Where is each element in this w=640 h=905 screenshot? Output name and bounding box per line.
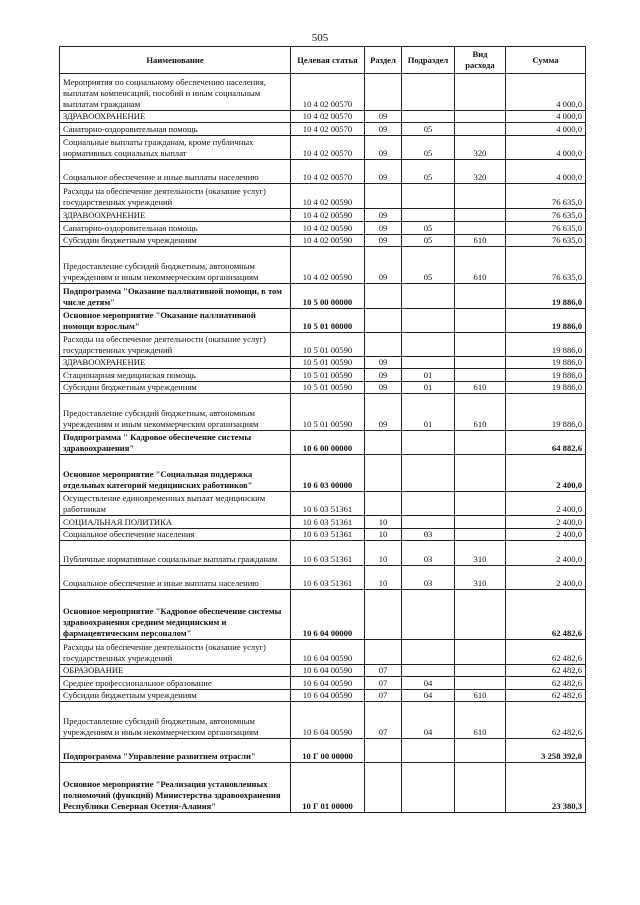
row-sum: 2 400,0 xyxy=(506,566,586,590)
row-vid xyxy=(455,123,506,136)
row-razdel: 10 xyxy=(365,566,402,590)
row-sum: 19 886,0 xyxy=(506,382,586,394)
row-vid xyxy=(455,184,506,209)
row-code: 10 4 02 00590 xyxy=(291,209,365,222)
row-name: Социальное обеспечение и иные выплаты населению xyxy=(60,160,291,184)
row-podrazdel xyxy=(402,111,455,123)
table-row xyxy=(60,690,586,702)
row-vid xyxy=(455,665,506,677)
table-row xyxy=(60,247,586,284)
row-sum: 62 482,6 xyxy=(506,590,586,640)
row-name: Основное мероприятие "Реализация установленных полномочий (функций) Министерства здравоохранения Республики Северная Осетия-Алания" xyxy=(60,763,291,813)
row-razdel: 10 xyxy=(365,541,402,566)
row-sum: 19 886,0 xyxy=(506,394,586,431)
table-row xyxy=(60,284,586,309)
row-code: 10 6 04 00590 xyxy=(291,690,365,702)
row-code: 10 4 02 00590 xyxy=(291,247,365,284)
row-razdel xyxy=(365,184,402,209)
row-podrazdel xyxy=(402,492,455,516)
table-row xyxy=(60,492,586,516)
table-row xyxy=(60,516,586,529)
row-code: 10 6 04 00000 xyxy=(291,590,365,640)
row-podrazdel xyxy=(402,763,455,813)
table-row xyxy=(60,382,586,394)
row-podrazdel xyxy=(402,516,455,529)
row-code: 10 6 03 51361 xyxy=(291,566,365,590)
row-podrazdel: 03 xyxy=(402,566,455,590)
row-podrazdel: 05 xyxy=(402,136,455,160)
row-name: Субсидии бюджетным учреждениям xyxy=(60,235,291,247)
row-vid xyxy=(455,369,506,382)
row-razdel xyxy=(365,763,402,813)
row-name: ЗДРАВООХРАНЕНИЕ xyxy=(60,357,291,369)
row-podrazdel: 04 xyxy=(402,690,455,702)
row-sum: 2 400,0 xyxy=(506,529,586,541)
row-razdel: 09 xyxy=(365,394,402,431)
row-razdel xyxy=(365,739,402,763)
table-row xyxy=(60,640,586,665)
row-vid xyxy=(455,455,506,492)
row-name: Расходы на обеспечение деятельности (оказание услуг) государственных учреждений xyxy=(60,640,291,665)
row-sum: 19 886,0 xyxy=(506,369,586,382)
row-sum: 76 635,0 xyxy=(506,235,586,247)
row-razdel: 09 xyxy=(365,209,402,222)
row-name: Социальное обеспечение и иные выплаты населению xyxy=(60,566,291,590)
row-vid xyxy=(455,309,506,333)
row-code: 10 5 01 00000 xyxy=(291,309,365,333)
row-vid: 610 xyxy=(455,690,506,702)
table-row xyxy=(60,541,586,566)
row-podrazdel xyxy=(402,431,455,455)
table-row xyxy=(60,665,586,677)
row-code: 10 6 03 51361 xyxy=(291,516,365,529)
row-name: Предоставление субсидий бюджетным, автономным учреждениям и иным некоммерческим организациям xyxy=(60,247,291,284)
row-sum: 4 000,0 xyxy=(506,136,586,160)
table-row xyxy=(60,160,586,184)
row-name: ОБРАЗОВАНИЕ xyxy=(60,665,291,677)
row-sum: 4 000,0 xyxy=(506,123,586,136)
table-row xyxy=(60,74,586,111)
page-number: 505 xyxy=(311,32,329,44)
row-podrazdel: 05 xyxy=(402,222,455,235)
row-code: 10 4 02 00570 xyxy=(291,136,365,160)
row-code: 10 6 03 51361 xyxy=(291,492,365,516)
row-code: 10 4 02 00570 xyxy=(291,74,365,111)
row-code: 10 6 03 51361 xyxy=(291,541,365,566)
row-vid: 320 xyxy=(455,136,506,160)
row-razdel xyxy=(365,492,402,516)
row-razdel: 09 xyxy=(365,160,402,184)
row-code: 10 6 03 00000 xyxy=(291,455,365,492)
table-row xyxy=(60,702,586,739)
row-vid xyxy=(455,333,506,357)
row-sum: 76 635,0 xyxy=(506,209,586,222)
row-sum: 23 380,3 xyxy=(506,763,586,813)
row-name: Подпрограмма " Кадровое обеспечение системы здравоохранения" xyxy=(60,431,291,455)
row-code: 10 6 04 00590 xyxy=(291,665,365,677)
row-sum: 64 882,6 xyxy=(506,431,586,455)
row-code: 10 5 01 00590 xyxy=(291,394,365,431)
row-vid: 610 xyxy=(455,702,506,739)
row-sum: 19 886,0 xyxy=(506,357,586,369)
row-razdel xyxy=(365,455,402,492)
row-code: 10 Г 00 00000 xyxy=(291,739,365,763)
row-vid: 610 xyxy=(455,235,506,247)
row-vid xyxy=(455,111,506,123)
header-sum: Сумма xyxy=(506,47,586,74)
row-razdel: 07 xyxy=(365,690,402,702)
row-podrazdel xyxy=(402,739,455,763)
row-name: Стационарная медицинская помощь xyxy=(60,369,291,382)
row-name: Среднее профессиональное образование xyxy=(60,677,291,690)
row-name: Мероприятия по социальному обеспечению населения, выплатам компенсаций, пособий и иным социальным выплатам гражданам xyxy=(60,74,291,111)
row-name: СОЦИАЛЬНАЯ ПОЛИТИКА xyxy=(60,516,291,529)
row-podrazdel xyxy=(402,74,455,111)
table-row xyxy=(60,739,586,763)
table-row xyxy=(60,333,586,357)
row-sum: 4 000,0 xyxy=(506,74,586,111)
row-vid xyxy=(455,739,506,763)
row-sum: 2 400,0 xyxy=(506,541,586,566)
table-row xyxy=(60,309,586,333)
row-razdel: 09 xyxy=(365,136,402,160)
row-sum: 19 886,0 xyxy=(506,284,586,309)
row-razdel xyxy=(365,309,402,333)
row-name: Подпрограмма "Оказание паллиативной помощи, в том числе детям" xyxy=(60,284,291,309)
table-row xyxy=(60,566,586,590)
row-code: 10 4 02 00590 xyxy=(291,235,365,247)
row-podrazdel: 03 xyxy=(402,541,455,566)
row-vid: 320 xyxy=(455,160,506,184)
row-code: 10 5 01 00590 xyxy=(291,382,365,394)
table-row xyxy=(60,209,586,222)
row-vid: 610 xyxy=(455,382,506,394)
row-sum: 2 400,0 xyxy=(506,455,586,492)
row-code: 10 5 01 00590 xyxy=(291,333,365,357)
header-podrazdel: Подраздел xyxy=(402,47,455,74)
row-podrazdel xyxy=(402,357,455,369)
row-name: Основное мероприятие "Социальная поддержка отдельных категорий медицинских работников" xyxy=(60,455,291,492)
table-row xyxy=(60,590,586,640)
row-razdel: 10 xyxy=(365,516,402,529)
row-vid xyxy=(455,590,506,640)
row-name: Подпрограмма "Управление развитием отрасли" xyxy=(60,739,291,763)
row-podrazdel: 01 xyxy=(402,394,455,431)
header-razdel: Раздел xyxy=(365,47,402,74)
row-code: 10 6 03 51361 xyxy=(291,529,365,541)
row-vid: 310 xyxy=(455,566,506,590)
table-row xyxy=(60,136,586,160)
row-razdel: 10 xyxy=(365,529,402,541)
row-sum: 62 482,6 xyxy=(506,640,586,665)
row-name: Субсидии бюджетным учреждениям xyxy=(60,690,291,702)
row-sum: 62 482,6 xyxy=(506,690,586,702)
row-podrazdel: 05 xyxy=(402,160,455,184)
row-code: 10 Г 01 00000 xyxy=(291,763,365,813)
row-sum: 19 886,0 xyxy=(506,333,586,357)
row-razdel xyxy=(365,640,402,665)
row-name: Расходы на обеспечение деятельности (оказание услуг) государственных учреждений xyxy=(60,184,291,209)
table-row xyxy=(60,394,586,431)
row-vid xyxy=(455,516,506,529)
row-podrazdel: 03 xyxy=(402,529,455,541)
row-name: Санаторно-оздоровительная помощь xyxy=(60,123,291,136)
row-code: 10 5 00 00000 xyxy=(291,284,365,309)
row-vid xyxy=(455,74,506,111)
row-podrazdel xyxy=(402,284,455,309)
row-podrazdel: 01 xyxy=(402,369,455,382)
table-row xyxy=(60,357,586,369)
row-razdel: 09 xyxy=(365,382,402,394)
row-razdel: 09 xyxy=(365,222,402,235)
row-vid xyxy=(455,357,506,369)
row-vid xyxy=(455,640,506,665)
row-name: Предоставление субсидий бюджетным, автономным учреждениям и иным некоммерческим организациям xyxy=(60,702,291,739)
row-name: Социальные выплаты гражданам, кроме публичных нормативных социальных выплат xyxy=(60,136,291,160)
row-sum: 2 400,0 xyxy=(506,492,586,516)
row-podrazdel xyxy=(402,665,455,677)
table-row xyxy=(60,431,586,455)
row-sum: 62 482,6 xyxy=(506,702,586,739)
row-razdel: 09 xyxy=(365,247,402,284)
row-vid xyxy=(455,284,506,309)
row-vid xyxy=(455,529,506,541)
header-name: Наименование xyxy=(60,47,291,74)
row-sum: 4 000,0 xyxy=(506,160,586,184)
row-razdel xyxy=(365,431,402,455)
table-row xyxy=(60,529,586,541)
row-code: 10 4 02 00570 xyxy=(291,123,365,136)
row-code: 10 4 02 00570 xyxy=(291,160,365,184)
row-razdel: 09 xyxy=(365,235,402,247)
row-name: ЗДРАВООХРАНЕНИЕ xyxy=(60,209,291,222)
row-podrazdel xyxy=(402,333,455,357)
table-row xyxy=(60,111,586,123)
row-razdel xyxy=(365,74,402,111)
row-name: Основное мероприятие "Кадровое обеспечение системы здравоохранения средним медицинским и фармацевтическим персоналом" xyxy=(60,590,291,640)
row-razdel: 07 xyxy=(365,665,402,677)
row-razdel xyxy=(365,590,402,640)
row-name: Санаторно-оздоровительная помощь xyxy=(60,222,291,235)
table-row xyxy=(60,763,586,813)
table-row xyxy=(60,222,586,235)
row-code: 10 4 02 00570 xyxy=(291,111,365,123)
row-podrazdel xyxy=(402,640,455,665)
row-name: ЗДРАВООХРАНЕНИЕ xyxy=(60,111,291,123)
row-sum: 62 482,6 xyxy=(506,665,586,677)
header-row xyxy=(60,47,586,74)
row-podrazdel xyxy=(402,590,455,640)
row-sum: 3 258 392,0 xyxy=(506,739,586,763)
row-vid xyxy=(455,677,506,690)
row-razdel: 09 xyxy=(365,123,402,136)
table-row xyxy=(60,677,586,690)
table-body xyxy=(60,74,586,813)
row-code: 10 6 04 00590 xyxy=(291,702,365,739)
row-vid xyxy=(455,431,506,455)
row-sum: 4 000,0 xyxy=(506,111,586,123)
row-code: 10 5 01 00590 xyxy=(291,369,365,382)
row-vid: 610 xyxy=(455,394,506,431)
table-row xyxy=(60,235,586,247)
row-podrazdel: 01 xyxy=(402,382,455,394)
row-vid xyxy=(455,222,506,235)
row-sum: 76 635,0 xyxy=(506,222,586,235)
row-razdel: 09 xyxy=(365,357,402,369)
row-vid xyxy=(455,492,506,516)
row-sum: 76 635,0 xyxy=(506,247,586,284)
table-row xyxy=(60,123,586,136)
table-row xyxy=(60,455,586,492)
row-code: 10 5 01 00590 xyxy=(291,357,365,369)
row-name: Социальное обеспечение населения xyxy=(60,529,291,541)
row-podrazdel xyxy=(402,455,455,492)
row-vid: 610 xyxy=(455,247,506,284)
row-code: 10 4 02 00590 xyxy=(291,222,365,235)
row-name: Субсидии бюджетным учреждениям xyxy=(60,382,291,394)
row-podrazdel xyxy=(402,209,455,222)
row-sum: 76 635,0 xyxy=(506,184,586,209)
row-code: 10 6 04 00590 xyxy=(291,640,365,665)
row-sum: 62 482,6 xyxy=(506,677,586,690)
table-row xyxy=(60,184,586,209)
row-sum: 19 886,0 xyxy=(506,309,586,333)
row-vid: 310 xyxy=(455,541,506,566)
row-podrazdel: 05 xyxy=(402,247,455,284)
row-razdel: 07 xyxy=(365,702,402,739)
row-razdel: 09 xyxy=(365,111,402,123)
header-code: Целевая статья xyxy=(291,47,365,74)
row-podrazdel: 04 xyxy=(402,702,455,739)
row-vid xyxy=(455,763,506,813)
row-name: Осуществление единовременных выплат медицинским работникам xyxy=(60,492,291,516)
row-razdel xyxy=(365,284,402,309)
row-podrazdel: 04 xyxy=(402,677,455,690)
row-razdel: 09 xyxy=(365,369,402,382)
header-vid: Вид расхода xyxy=(455,47,506,74)
row-podrazdel: 05 xyxy=(402,235,455,247)
row-name: Публичные нормативные социальные выплаты гражданам xyxy=(60,541,291,566)
row-podrazdel: 05 xyxy=(402,123,455,136)
row-name: Расходы на обеспечение деятельности (оказание услуг) государственных учреждений xyxy=(60,333,291,357)
row-code: 10 4 02 00590 xyxy=(291,184,365,209)
table-row xyxy=(60,369,586,382)
row-podrazdel xyxy=(402,184,455,209)
row-podrazdel xyxy=(402,309,455,333)
row-razdel: 07 xyxy=(365,677,402,690)
row-code: 10 6 04 00590 xyxy=(291,677,365,690)
row-code: 10 6 00 00000 xyxy=(291,431,365,455)
row-razdel xyxy=(365,333,402,357)
budget-table xyxy=(59,46,586,813)
row-sum: 2 400,0 xyxy=(506,516,586,529)
row-name: Предоставление субсидий бюджетным, автономным учреждениям и иным некоммерческим организациям xyxy=(60,394,291,431)
row-name: Основное мероприятие "Оказание паллиативной помощи взрослым" xyxy=(60,309,291,333)
row-vid xyxy=(455,209,506,222)
